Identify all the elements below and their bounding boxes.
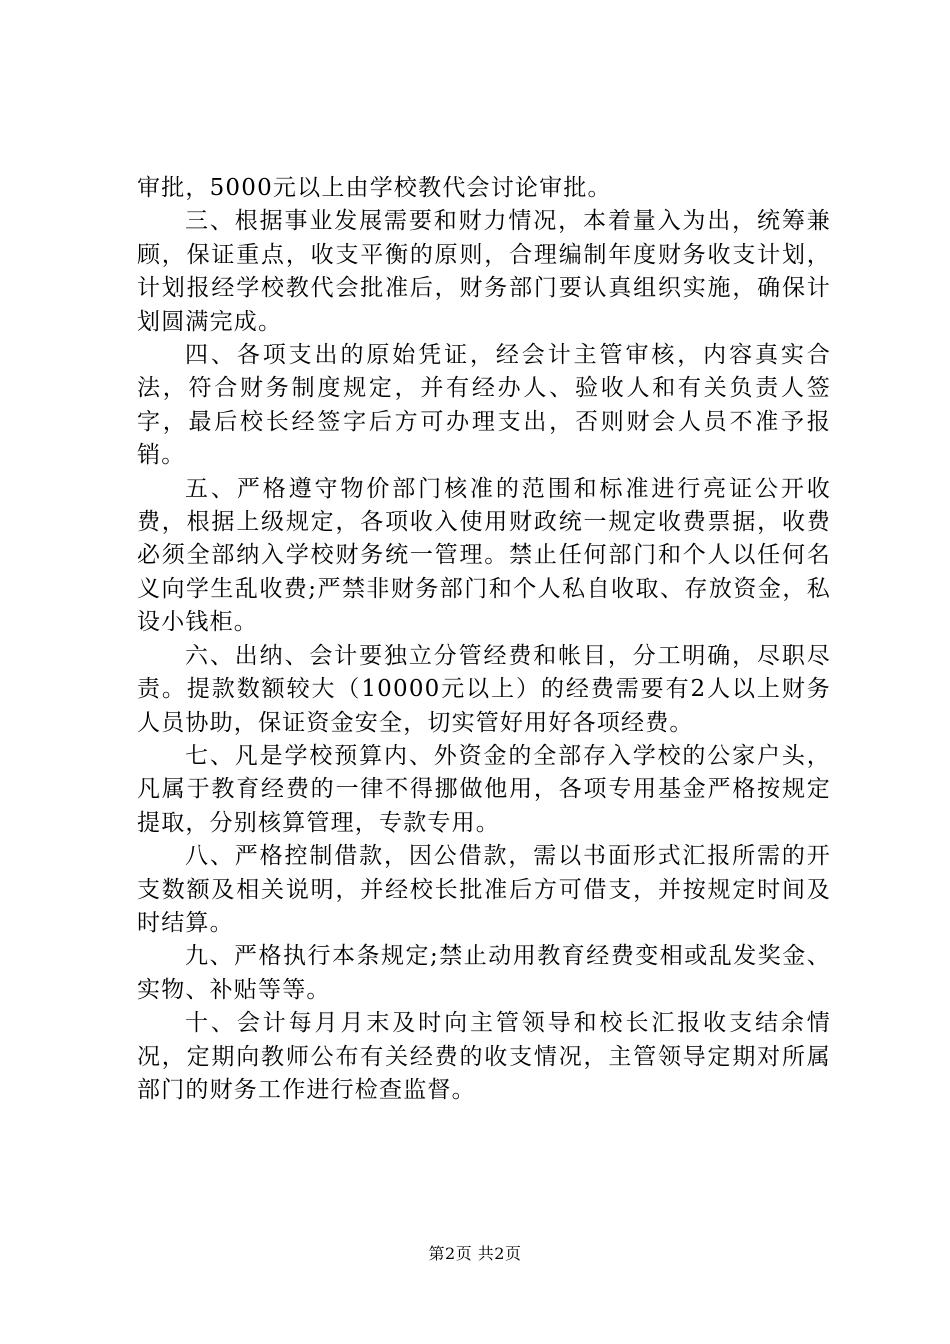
page-footer [0,1244,950,1264]
page-number-label: 第2页 共2页 [428,1244,522,1263]
paragraph-item-9: 九、严格执行本条规定;禁止动用教育经费变相或乱发奖金、实物、补贴等等。 [137,943,831,1003]
document-body [137,172,831,1107]
paragraph-item-4: 四、各项支出的原始凭证，经会计主管审核，内容真实合法，符合财务制度规定，并有经办人、验收人和有关负责人签字，最后校长经签字后方可办理支出，否则财会人员不准予报销。 [137,342,831,469]
paragraph-item-10: 十、会计每月月末及时向主管领导和校长汇报收支结余情况，定期向教师公布有关经费的收支情况，主管领导定期对所属部门的财务工作进行检查监督。 [137,1010,831,1103]
paragraph-item-8: 八、严格控制借款，因公借款，需以书面形式汇报所需的开支数额及相关说明，并经校长批准后方可借支，并按规定时间及时结算。 [137,843,831,936]
paragraph-continuation: 审批，5000元以上由学校教代会讨论审批。 [137,175,612,201]
paragraph-item-6: 六、出纳、会计要独立分管经费和帐目，分工明确，尽职尽责。提款数额较大（10000元以上）的经费需要有2人以上财务人员协助，保证资金安全，切实管好用好各项经费。 [137,642,831,736]
paragraph-item-7: 七、凡是学校预算内、外资金的全部存入学校的公家户头，凡属于教育经费的一律不得挪做他用，各项专用基金严格按规定提取，分别核算管理，专款专用。 [137,742,831,836]
paragraph-item-3: 三、根据事业发展需要和财力情况，本着量入为出，统筹兼顾，保证重点，收支平衡的原则，合理编制年度财务收支计划，计划报经学校教代会批准后，财务部门要认真组织实施，确保计划圆满完成。 [137,208,831,335]
paragraph-item-5: 五、严格遵守物价部门核准的范围和标准进行亮证公开收费，根据上级规定，各项收入使用财政统一规定收费票据，收费必须全部纳入学校财务统一管理。禁止任何部门和个人以任何名义向学生乱收费;严禁非财务部门和个人私自收取、存放资金，私设小钱柜。 [137,475,831,636]
